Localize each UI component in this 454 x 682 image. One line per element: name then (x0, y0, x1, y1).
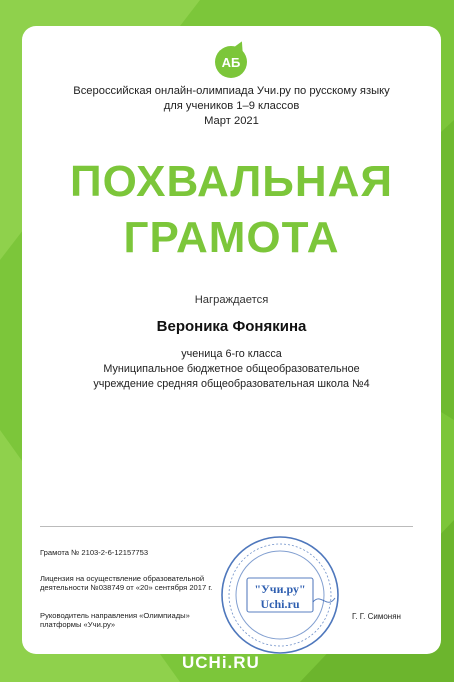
recipient-grade: ученица 6-го класса (181, 348, 282, 360)
olympiad-date: Март 2021 (204, 115, 259, 127)
official-stamp (217, 532, 343, 654)
certificate-title-line1: ПОХВАЛЬНАЯ (69, 157, 394, 206)
license-line1: Лицензия на осуществление образовательной (40, 574, 205, 583)
signature-name: Г. Г. Симонян (352, 612, 401, 621)
stamp-line2: Uchi.ru (260, 597, 300, 611)
uchi-logo-icon (215, 46, 247, 78)
footer-brand-logo: UCHi.RU (182, 653, 260, 672)
license-line2: деятельности №038749 от «20» сентября 2017 г. (40, 583, 213, 592)
head-line2: платформы «Учи.ру» (40, 620, 116, 629)
stamp-line1: "Учи.ру" (254, 582, 306, 596)
olympiad-audience: для учеников 1–9 классов (163, 100, 300, 112)
olympiad-title: Всероссийская онлайн-олимпиада Учи.ру по русскому языку (73, 85, 390, 97)
school-line1: Муниципальное бюджетное общеобразовательное (103, 363, 360, 375)
certificate-number: Грамота № 2103-2-6-12157753 (40, 548, 149, 557)
certificate-card (22, 26, 441, 654)
school-line2: учреждение средняя общеобразовательная школа №4 (93, 378, 370, 390)
awarded-label: Награждается (194, 294, 269, 306)
head-line1: Руководитель направления «Олимпиады» (40, 611, 190, 620)
divider (40, 526, 413, 527)
certificate-title-line2: ГРАМОТА (123, 213, 340, 262)
recipient-name: Вероника Фонякина (156, 318, 307, 335)
logo-text: АБ (221, 54, 241, 70)
